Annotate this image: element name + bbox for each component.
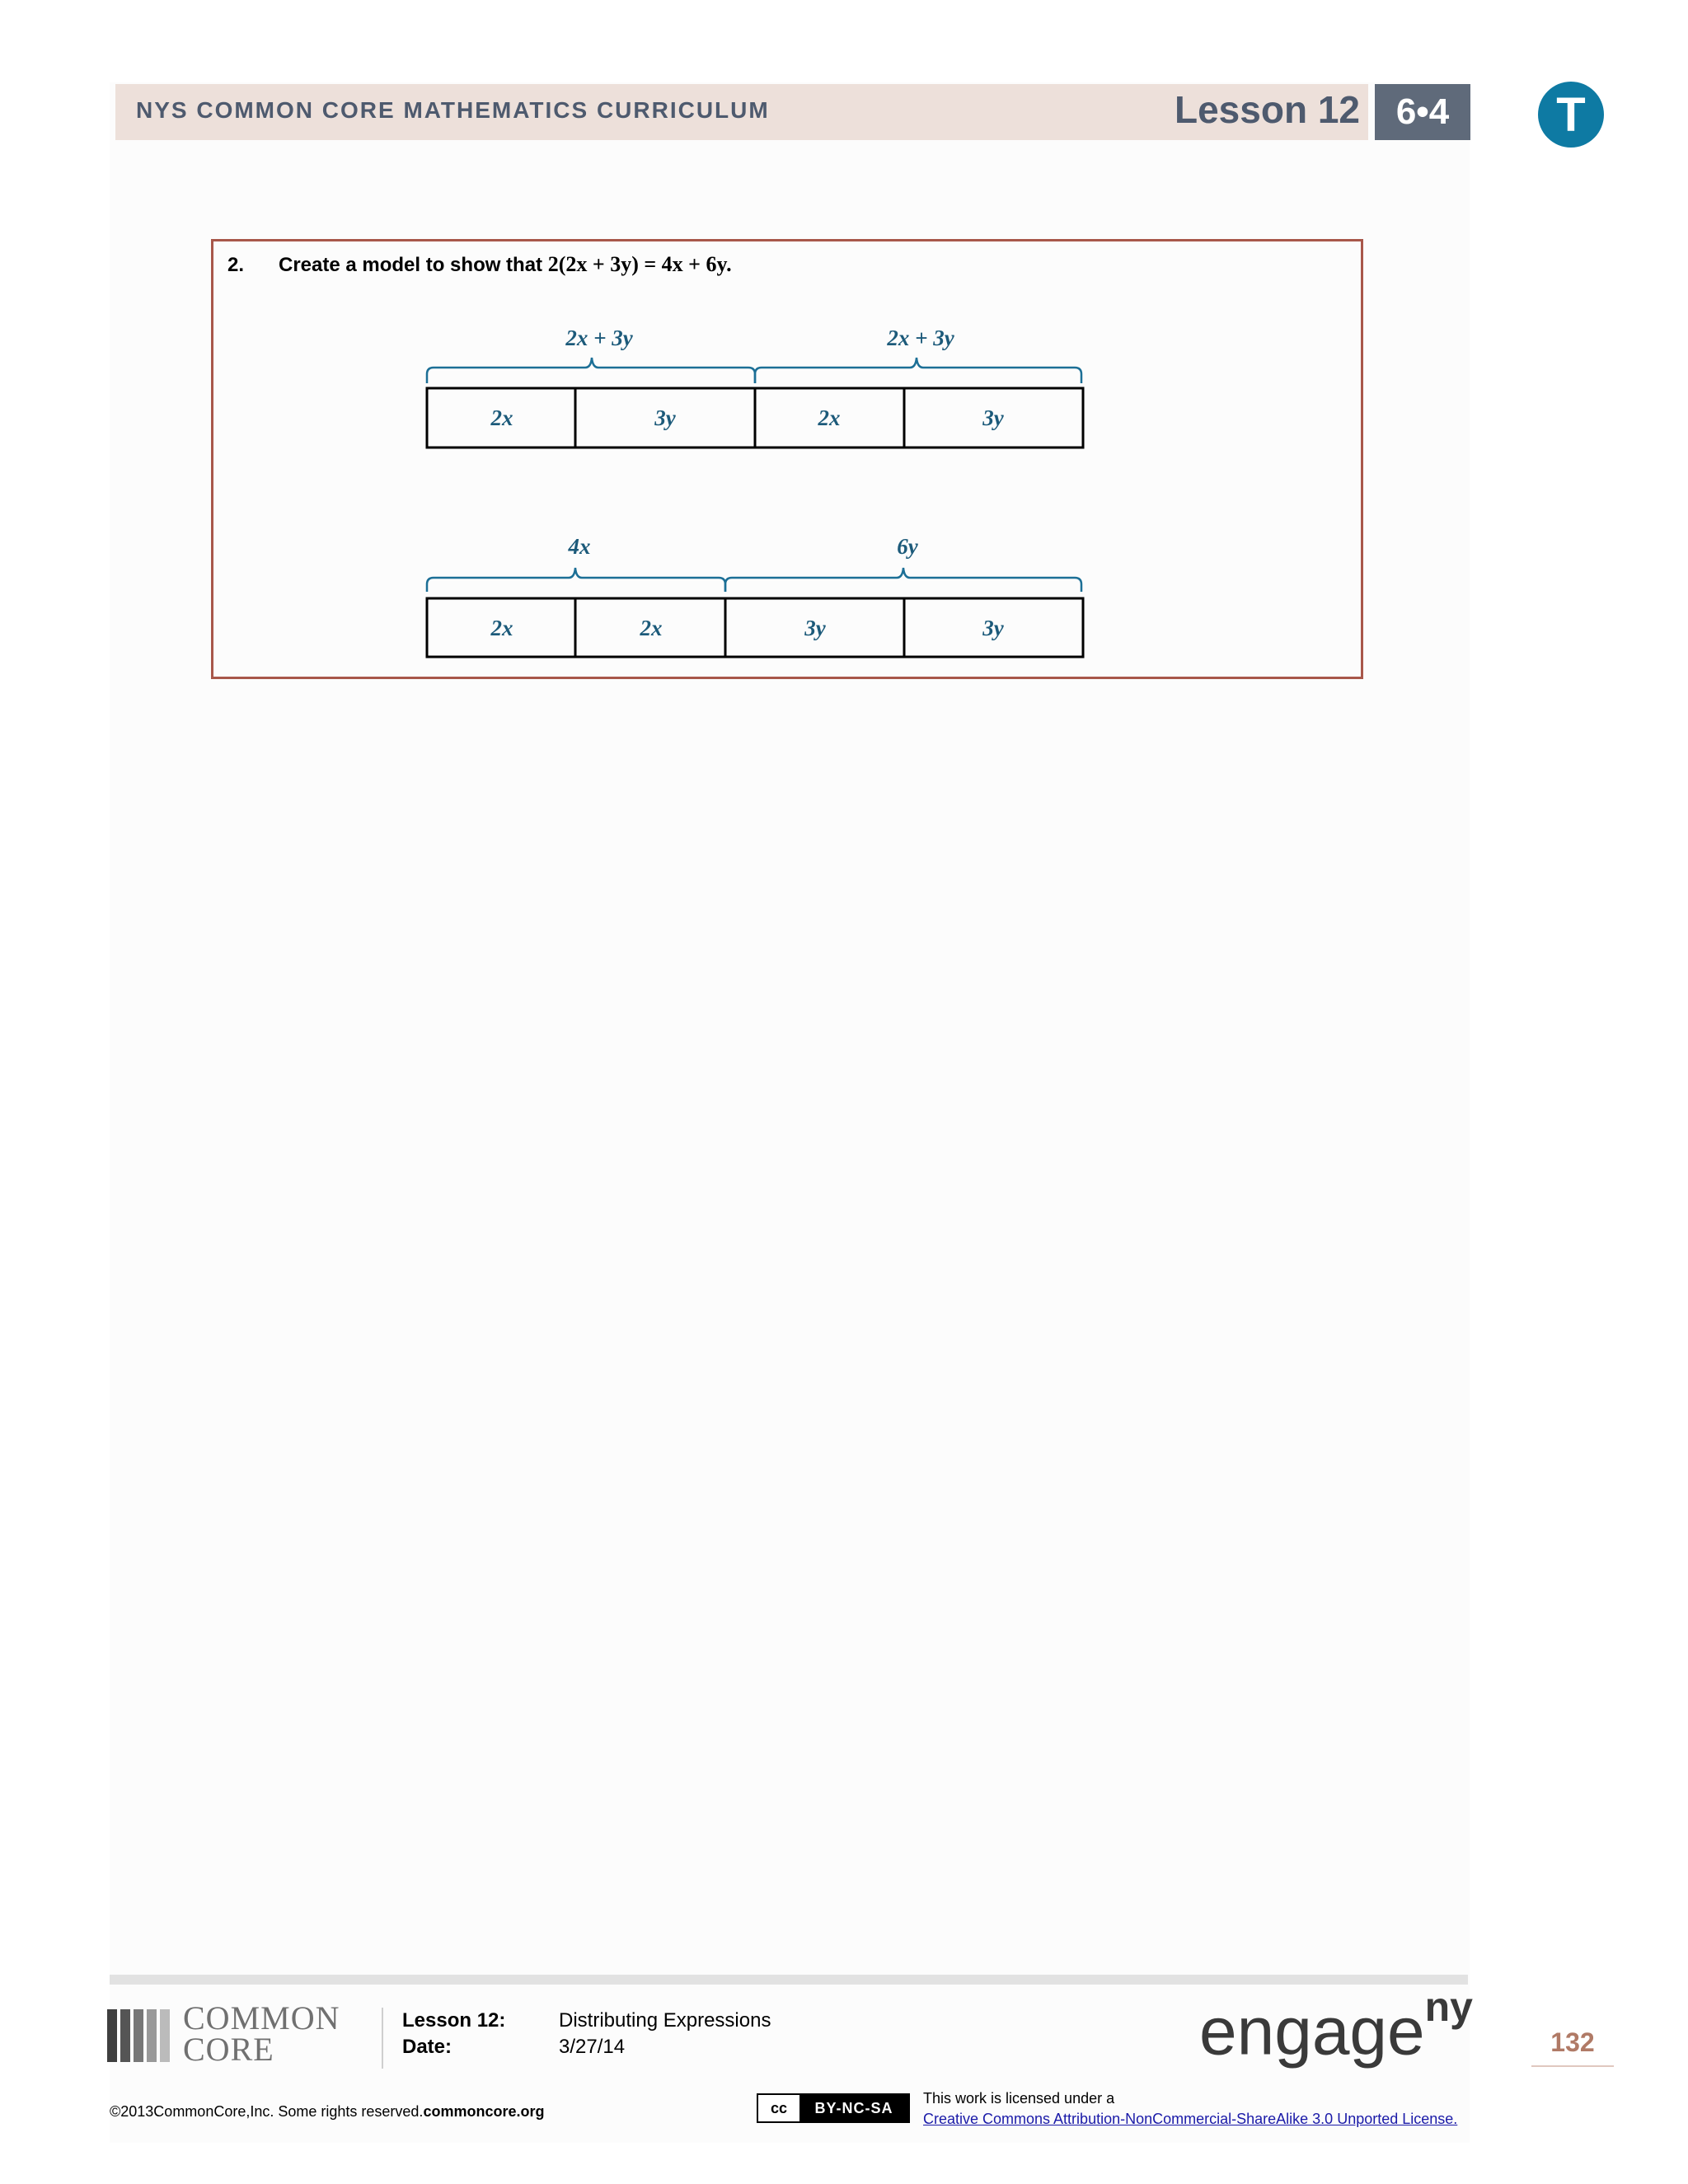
brace-label-left-1: 2x + 3y <box>565 326 633 350</box>
common-core-logo-icon <box>107 2008 173 2065</box>
problem-equation: 2(2x + 3y) = 4x + 6y. <box>547 252 732 276</box>
common-core-logo-text <box>183 1999 340 2068</box>
brace-right-2 <box>725 568 1081 592</box>
copyright <box>110 2103 544 2121</box>
tape-cell-label-2-1: 2x <box>490 616 513 640</box>
tape-diagrams <box>0 0 1688 742</box>
footer-date-row <box>402 2034 771 2060</box>
engage-logo-suffix: ny <box>1424 1984 1473 2030</box>
logo-line-2: CORE <box>183 2031 274 2068</box>
copyright-prefix: ©2013CommonCore,Inc. Some rights reserved. <box>110 2103 424 2120</box>
footer-lesson-row <box>402 2008 771 2034</box>
brace-label-right-1: 2x + 3y <box>887 326 954 350</box>
tape-model-2 <box>427 534 1083 657</box>
tape-cell-label-2-3: 3y <box>804 616 826 640</box>
footer-rule <box>110 1975 1468 1985</box>
copyright-site-link[interactable]: commoncore.org <box>423 2103 545 2120</box>
footer-lesson-meta <box>402 2008 771 2060</box>
cc-terms: BY-NC-SA <box>799 2095 908 2121</box>
engage-ny-logo <box>1199 1984 1473 2070</box>
tape-cell-label-1-2: 3y <box>654 405 676 430</box>
tape-cell-label-1-4: 3y <box>982 405 1004 430</box>
tape-model-1 <box>427 326 1083 448</box>
curriculum-title: NYS COMMON CORE MATHEMATICS CURRICULUM <box>136 97 770 123</box>
tape-cell-label-1-3: 2x <box>818 405 841 430</box>
footer-date-value: 3/27/14 <box>559 2036 626 2058</box>
page-number-rule <box>1531 2065 1614 2067</box>
tape-cell-label-2-2: 2x <box>640 616 663 640</box>
license-link[interactable]: Creative Commons Attribution-NonCommercial-ShareAlike 3.0 Unported License. <box>923 2111 1458 2127</box>
brace-right-1 <box>755 358 1081 383</box>
footer-divider <box>382 2008 383 2069</box>
cc-icon: cc <box>758 2095 799 2121</box>
engage-logo-main: engage <box>1199 1994 1425 2069</box>
tape-cell-label-1-1: 2x <box>490 405 513 430</box>
page-number: 132 <box>1550 2027 1595 2057</box>
module-badge: 6•4 <box>1375 84 1470 140</box>
license-lead: This work is licensed under a <box>923 2090 1115 2107</box>
brace-left-2 <box>427 568 725 592</box>
teacher-icon: T <box>1538 82 1604 148</box>
footer-lesson-key: Lesson 12: <box>402 2009 506 2032</box>
brace-label-left-2: 4x <box>568 534 591 559</box>
brace-label-right-2: 6y <box>897 534 918 559</box>
lesson-label: Lesson 12 <box>1175 88 1360 131</box>
problem-prompt-text: Create a model to show that <box>279 254 543 276</box>
logo-line-1: COMMON <box>183 1999 340 2036</box>
footer-date-key: Date: <box>402 2036 452 2058</box>
cc-license-badge[interactable] <box>757 2093 910 2123</box>
problem-number: 2. <box>227 254 245 276</box>
footer-lesson-value: Distributing Expressions <box>559 2009 771 2032</box>
brace-left-1 <box>427 358 755 383</box>
tape-cell-label-2-4: 3y <box>982 616 1004 640</box>
